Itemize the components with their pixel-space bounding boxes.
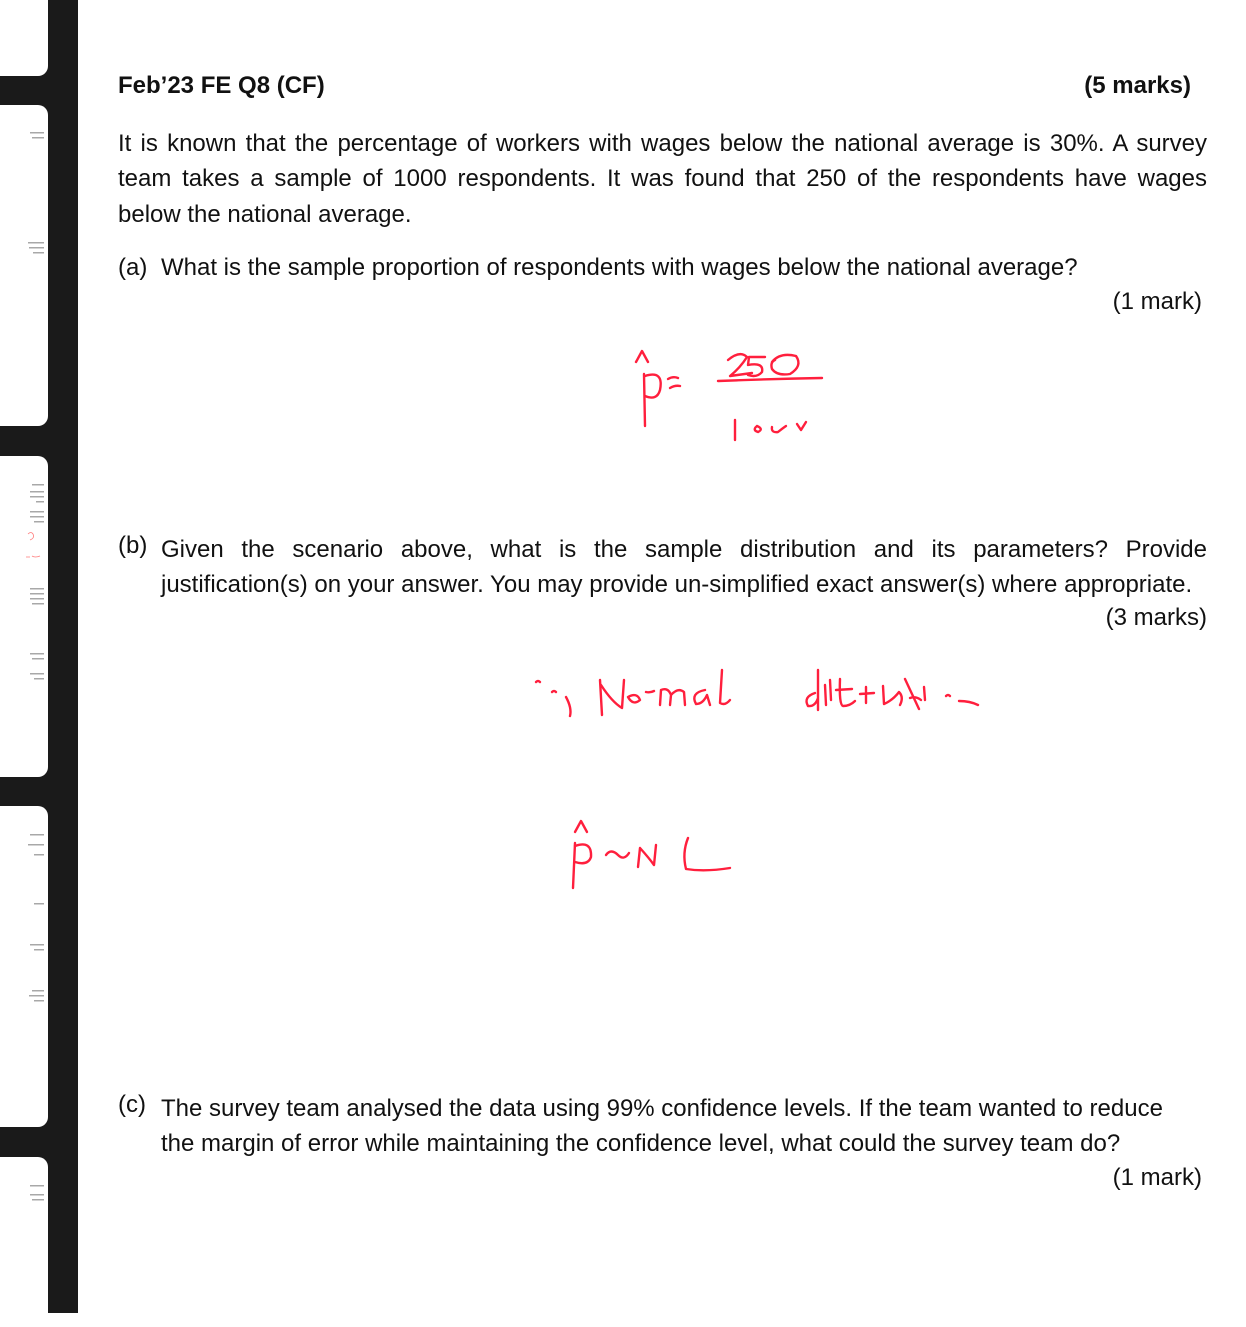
question-b-label: (b) bbox=[118, 532, 148, 559]
ink-normal-distribution bbox=[536, 670, 978, 716]
question-total-marks: (5 marks) bbox=[1084, 72, 1191, 99]
question-c-text-content: The survey team analysed the data using 99% confidence levels. If the team wanted to reduce the margin of error while maintaining the confidence level, what could the survey team do? bbox=[161, 1095, 1163, 1158]
ink-phat-fraction bbox=[636, 351, 822, 440]
question-b-text-content: Given the scenario above, what is the sample distribution and its parameters? Provide justification(s) on your answer. You may provide un-simplified exact answer(s) where appropriate. bbox=[161, 536, 1207, 599]
question-title: Feb’23 FE Q8 (CF) bbox=[118, 72, 325, 99]
question-c-label: (c) bbox=[118, 1091, 146, 1118]
question-b-marks: (3 marks) bbox=[1105, 604, 1207, 631]
question-a-text: What is the sample proportion of respondents with wages below the national average? bbox=[161, 254, 1078, 281]
question-intro: It is known that the percentage of workers with wages below the national average is 30%. A survey team takes a sample of 1000 respondents. It was found that 250 of the respondents have wages below the national average. bbox=[118, 130, 1207, 228]
question-a-marks: (1 mark) bbox=[1112, 288, 1202, 315]
ink-phat-approx-normal bbox=[573, 821, 730, 888]
question-a-label: (a) bbox=[118, 254, 148, 281]
question-c-marks: (1 mark) bbox=[1112, 1164, 1202, 1191]
